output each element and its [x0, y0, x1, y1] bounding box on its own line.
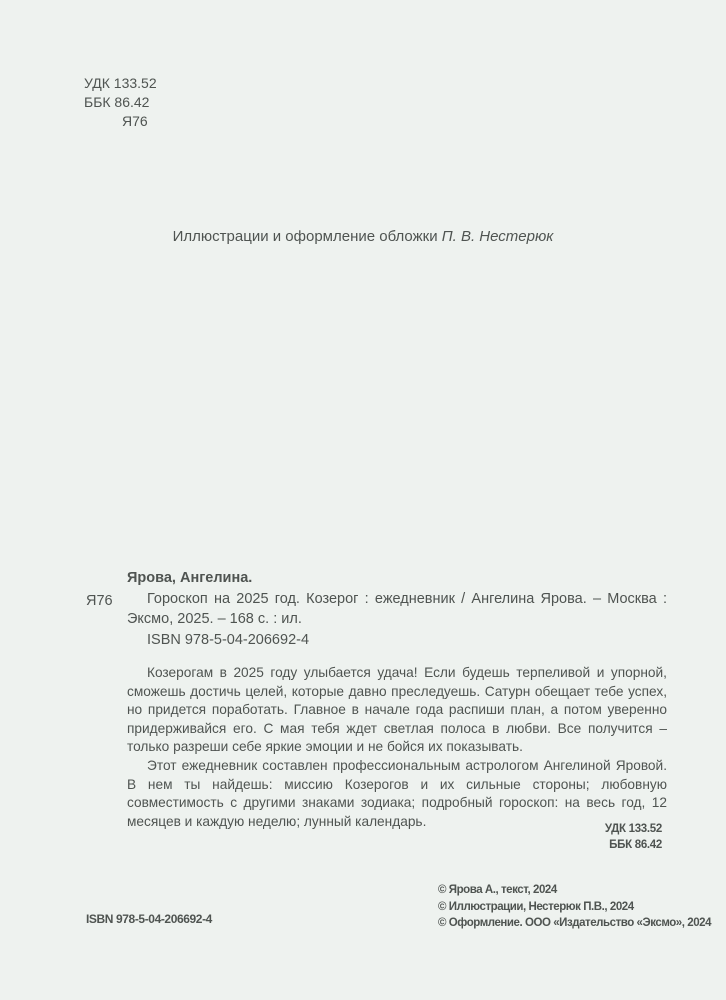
- right-classification-block: [560, 821, 662, 853]
- bibliography-author: Ярова, Ангелина.: [127, 570, 253, 586]
- annotation-paragraph-2: Этот ежедневник составлен профессиональным астрологом Ангелиной Яровой. В нем ты найдешь: миссию Козерогов и их сильные стороны; любовную совместимость с другими знаками зодиака; подробный гороскоп: на весь год, 12 месяцев и каждую неделю; лунный календарь.: [127, 757, 667, 829]
- annotation: [127, 664, 667, 831]
- bibliography-description: Гороскоп на 2025 год. Козерог : ежедневник / Ангелина Ярова. – Москва : Эксмо, 2025. – 168 с. : ил.: [127, 591, 667, 627]
- copyright-illustrations-line: © Иллюстрации, Нестерюк П.В., 2024: [438, 900, 634, 913]
- copyright-design-line: © Оформление. ООО «Издательство «Эксмо», 2024: [438, 917, 712, 929]
- top-classification-block: [84, 74, 157, 131]
- bottom-isbn: ISBN 978-5-04-206692-4: [86, 912, 212, 926]
- credit-text: Иллюстрации и оформление обложки: [172, 228, 442, 245]
- udk-code-right: УДК 133.52: [604, 823, 662, 835]
- illustrations-credit: [0, 228, 726, 245]
- udk-code: УДК 133.52: [84, 75, 157, 91]
- bibliography-code: Я76: [86, 593, 113, 609]
- author-sign: Я76: [122, 113, 148, 129]
- copyright-block: [438, 882, 711, 932]
- annotation-paragraph-1: Козерогам в 2025 году улыбается удача! Если будешь терпеливой и упорной, сможешь достичь целей, которые давно преследуешь. Сатурн обещает тебе успех, но придется поработать. Главное в начале года распиши план, а потом уверенно придерживайся его. С мая тебя ждет светлая полоса в любви. Все получится – только разреши себе яркие эмоции и не бойся их показывать.: [127, 665, 667, 755]
- bbk-code: ББК 86.42: [84, 94, 150, 110]
- bibliography-isbn: ISBN 978-5-04-206692-4: [147, 632, 310, 648]
- bbk-code-right: ББК 86.42: [609, 839, 662, 851]
- credit-name: П. В. Нестерюк: [441, 228, 554, 245]
- copyright-text-line: © Ярова А., текст, 2024: [438, 884, 557, 896]
